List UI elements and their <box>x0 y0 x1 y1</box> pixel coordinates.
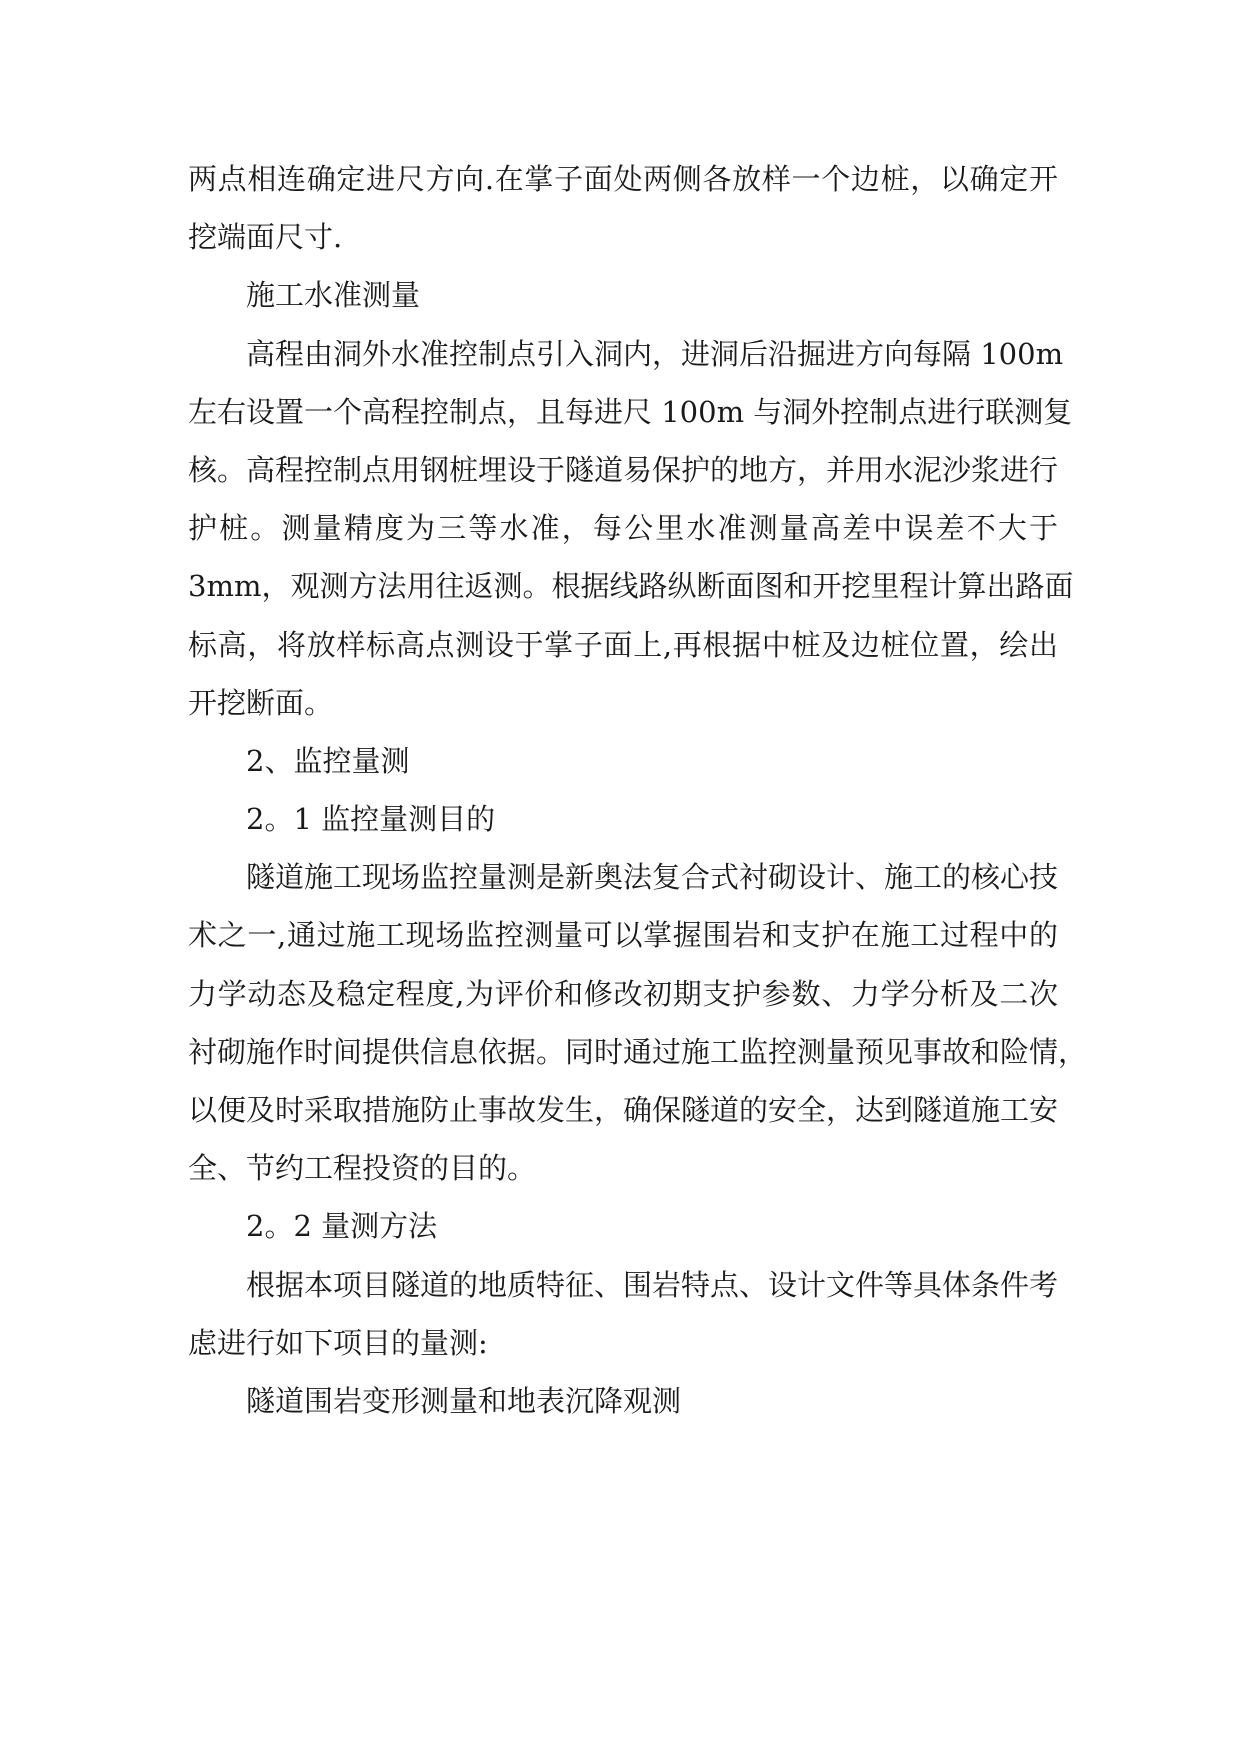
section-heading: 施工水准测量 <box>246 278 421 313</box>
document-page <box>188 150 1088 1430</box>
text-line: 隧道施工现场监控量测是新奥法复合式衬砌设计、施工的核心技 <box>246 860 1059 895</box>
section-heading: 2、监控量测 <box>246 743 410 778</box>
text-line: 高程由洞外水准控制点引入洞内，进洞后沿掘进方向每隔 100m <box>246 336 1064 371</box>
text-line: 3mm，观测方法用往返测。根据线路纵断面图和开挖里程计算出路面 <box>188 569 1074 604</box>
text-line: 开挖断面。 <box>188 685 334 720</box>
text-line: 术之一,通过施工现场监控测量可以掌握围岩和支护在施工过程中的 <box>188 918 1058 953</box>
text-line: 力学动态及稳定程度,为评价和修改初期支护参数、力学分析及二次 <box>188 976 1058 1011</box>
text-line: 全、节约工程投资的目的。 <box>188 1151 537 1186</box>
text-line: 两点相连确定进尺方向.在掌子面处两侧各放样一个边桩，以确定开 <box>188 162 1058 196</box>
text-line: 护桩。测量精度为三等水准，每公里水准测量高差中误差不大于 <box>188 511 1058 546</box>
section-heading: 隧道围岩变形测量和地表沉降观测 <box>246 1383 682 1418</box>
text-line: 左右设置一个高程控制点，且每进尺 100m 与洞外控制点进行联测复 <box>188 394 1073 429</box>
text-line: 根据本项目隧道的地质特征、围岩特点、设计文件等具体条件考 <box>246 1267 1059 1302</box>
text-line: 挖端面尺寸. <box>188 220 343 255</box>
text-line: 标高，将放样标高点测设于掌子面上,再根据中桩及边桩位置，绘出 <box>188 627 1058 662</box>
text-line: 以便及时采取措施防止事故发生，确保隧道的安全，达到隧道施工安 <box>188 1093 1059 1127</box>
text-line: 虑进行如下项目的量测: <box>188 1325 488 1360</box>
section-heading: 2。1 监控量测目的 <box>246 802 496 837</box>
text-line: 核。高程控制点用钢桩埋设于隧道易保护的地方，并用水泥沙浆进行 <box>188 452 1059 487</box>
section-heading: 2。2 量测方法 <box>246 1209 438 1244</box>
text-line: 衬砌施作时间提供信息依据。同时通过施工监控测量预见事故和险情， <box>188 1034 1088 1069</box>
